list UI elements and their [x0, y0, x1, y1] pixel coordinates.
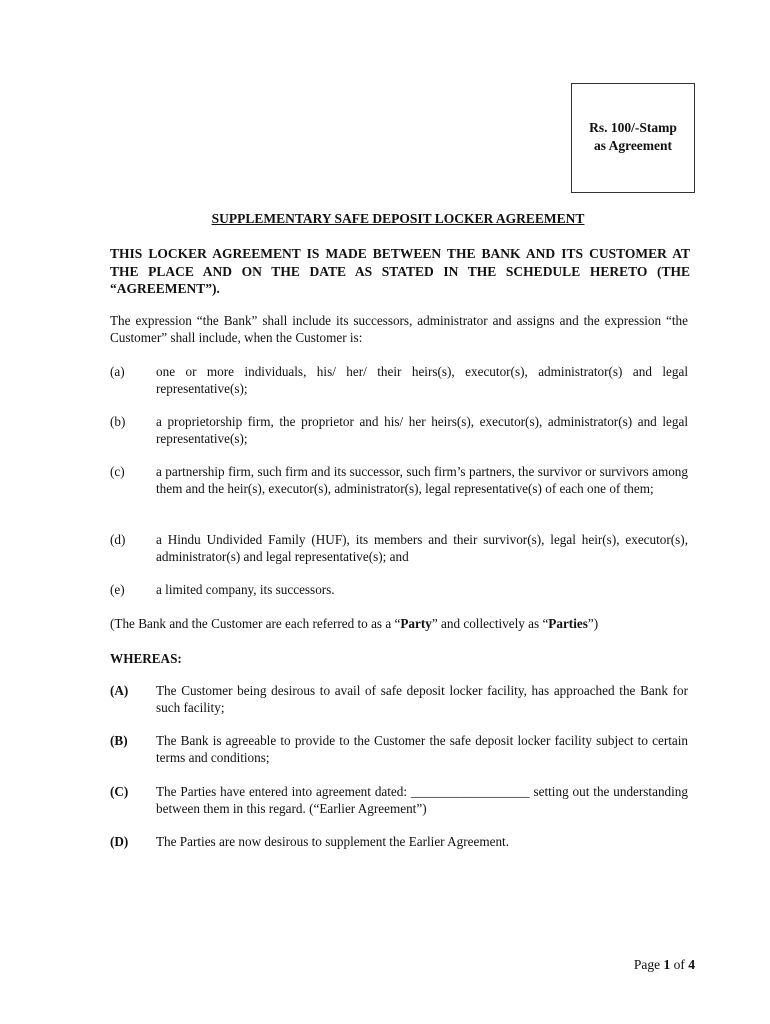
item-label: (d) — [110, 532, 126, 547]
item-label: (a) — [110, 364, 125, 379]
customer-type-item — [110, 464, 688, 497]
document-title: SUPPLEMENTARY SAFE DEPOSIT LOCKER AGREEMENT — [211, 211, 585, 226]
customer-type-item — [110, 582, 688, 599]
agreement-lead: THIS LOCKER AGREEMENT IS MADE BETWEEN THE BANK AND ITS CUSTOMER AT THE PLACE AND ON THE DATE AS STATED IN THE SCHEDULE HERETO (THE “AGREEMENT”). — [110, 246, 690, 296]
recital-label: (C) — [110, 784, 129, 799]
item-text: a Hindu Undivided Family (HUF), its members and their survivor(s), legal heir(s), executor(s), administrator(s) and legal representative(s); and — [156, 532, 688, 564]
customer-type-item — [110, 532, 688, 565]
customer-type-item — [110, 364, 688, 397]
stamp-line-1: Rs. 100/-Stamp — [589, 120, 677, 135]
item-label: (e) — [110, 582, 125, 597]
recital-item — [110, 683, 688, 716]
customer-type-item — [110, 414, 688, 447]
total-pages: 4 — [688, 957, 695, 972]
recital-label: (B) — [110, 733, 128, 748]
current-page: 1 — [663, 957, 671, 972]
recital-text: The Parties have entered into agreement dated: __________________ setting out the understanding between them in this regard. (“Earlier Agreement”) — [156, 784, 688, 816]
recital-item — [110, 784, 688, 817]
party-term: Party — [400, 616, 432, 631]
item-text: a proprietorship firm, the proprietor and his/ her heirs(s), executor(s), administrator(s) and legal representative(s); — [156, 414, 688, 446]
parties-term: Parties — [548, 616, 588, 631]
recital-text: The Customer being desirous to avail of safe deposit locker facility, has approached the Bank for such facility; — [156, 683, 688, 715]
recital-label: (A) — [110, 683, 129, 698]
item-text: one or more individuals, his/ her/ their heirs(s), executor(s), administrator(s) and legal representative(s); — [156, 364, 688, 396]
expression-paragraph: The expression “the Bank” shall include its successors, administrator and assigns and the expression “the Customer” shall include, when the Customer is: — [110, 313, 688, 345]
recital-item — [110, 834, 688, 851]
whereas-heading: WHEREAS: — [110, 651, 182, 666]
parties-definition: (The Bank and the Customer are each referred to as a “Party” and collectively as “Parties”) — [110, 616, 599, 631]
item-label: (c) — [110, 464, 125, 479]
stamp-line-2: as Agreement — [593, 138, 673, 153]
item-text: a limited company, its successors. — [156, 582, 335, 597]
item-text: a partnership firm, such firm and its successor, such firm’s partners, the survivor or survivors among them and the heir(s), executor(s), administrator(s), legal representative(s) of each one of them; — [156, 464, 688, 496]
recital-text: The Bank is agreeable to provide to the Customer the safe deposit locker facility subject to certain terms and conditions; — [156, 733, 688, 765]
item-label: (b) — [110, 414, 126, 429]
stamp-box — [571, 83, 695, 193]
page-number: Page 1 of 4 — [633, 957, 695, 972]
recital-item — [110, 733, 688, 766]
recital-label: (D) — [110, 834, 129, 849]
recital-text: The Parties are now desirous to supplement the Earlier Agreement. — [156, 834, 510, 849]
